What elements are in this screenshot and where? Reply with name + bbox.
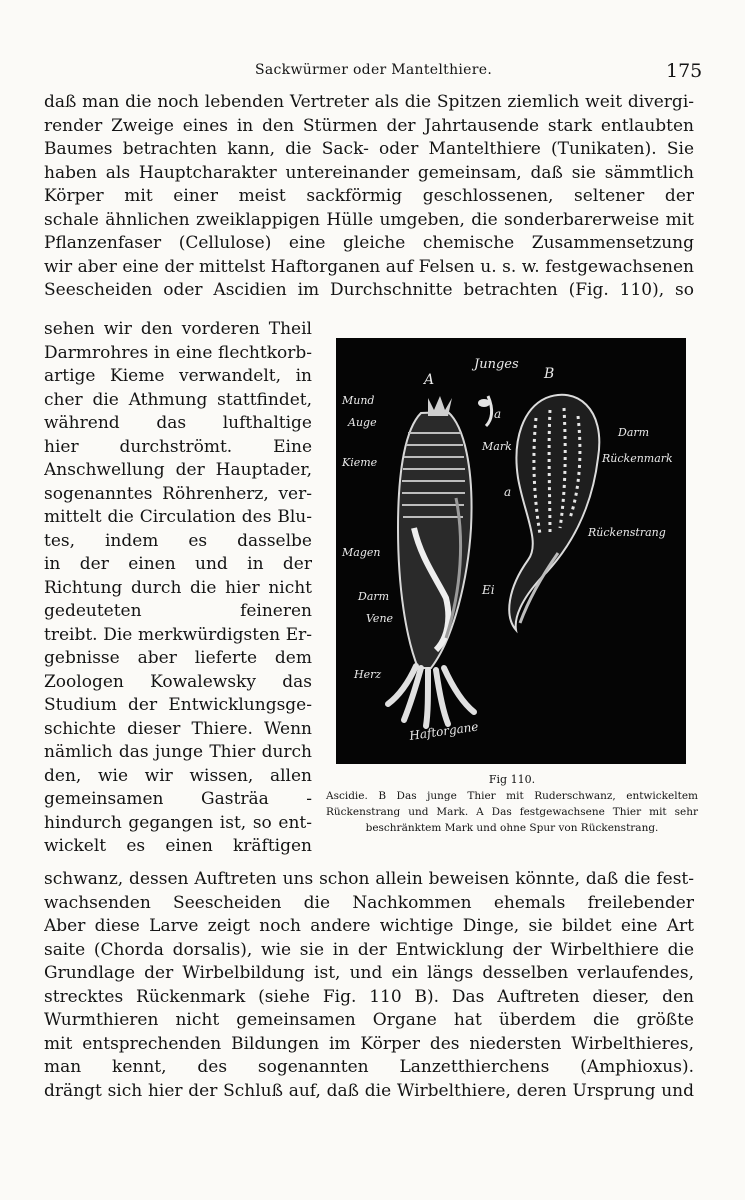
larva-b-drawing <box>509 395 599 630</box>
label-herz: Herz <box>354 668 382 681</box>
text-line: mit entsprechenden Bildungen im Körper des niedersten Wirbelthieres, <box>44 1033 694 1054</box>
text-line: drängt sich hier der Schluß auf, daß die Wirbelthiere, deren Ursprung und <box>44 1080 694 1101</box>
text-line: den, wie wir wissen, allen <box>44 765 312 786</box>
text-line: sehen wir den vorderen Theil <box>44 319 312 339</box>
text-line: wachsenden Seescheiden die Nachkommen ehemals freilebender <box>44 892 694 913</box>
text-line: nämlich das junge Thier durch <box>44 742 312 762</box>
label-darm-b: Darm <box>618 426 650 439</box>
text-line: hindurch gegangen ist, so ent- <box>44 812 312 833</box>
paragraph-beside-figure <box>44 318 312 859</box>
text-line: Pflanzenfaser (Cellulose) eine gleiche chemische Zusammensetzung <box>44 233 694 253</box>
text-line: saite (Chorda dorsalis), wie sie in der Entwicklung der Wirbelthiere die <box>44 939 694 960</box>
text-line: gebnisse aber lieferte dem <box>44 648 312 668</box>
text-line: wir aber eine der mittelst Haftorganen auf Felsen u. s. w. festgewachsenen <box>44 256 694 277</box>
text-line: während das lufthaltige <box>44 413 312 433</box>
text-line: mittelt die Circulation des Blu- <box>44 507 312 527</box>
text-line: Darmrohres in eine flechtkorb- <box>44 342 312 363</box>
text-line: gedeuteten feineren <box>44 601 312 621</box>
text-line: Zoologen Kowalewsky das <box>44 671 312 692</box>
label-a-small-2: a <box>504 485 512 499</box>
text-line: Wurmthieren nicht gemeinsamen Organe hat überdem die größte <box>44 1010 694 1030</box>
text-line: man kennt, des sogenannten Lanzetthierchens (Amphioxus). <box>44 1057 694 1077</box>
text-line: cher die Athmung stattfindet, <box>44 389 312 410</box>
text-line: Seescheiden oder Ascidien im Durchschnitte betrachten (Fig. 110), so <box>44 280 694 300</box>
label-mund: Mund <box>342 394 375 407</box>
paragraph-top <box>44 91 694 303</box>
label-auge: Auge <box>348 416 377 429</box>
text-line: schwanz, dessen Auftreten uns schon allein beweisen könnte, daß die fest- <box>44 869 694 889</box>
text-line: in der einen und in der <box>44 554 312 574</box>
paragraph-bottom <box>44 868 694 1103</box>
text-line: artige Kieme verwandelt, in <box>44 366 312 386</box>
running-head: Sackwürmer oder Mantelthiere. <box>255 62 493 78</box>
label-haftorgane: Haftorgane <box>408 719 480 743</box>
text-line: render Zweige eines in den Stürmen der Jahrtausende stark entlaubten <box>44 115 694 136</box>
text-line: treibt. Die merkwürdigsten Er- <box>44 624 312 645</box>
text-line: Studium der Entwicklungsge- <box>44 695 312 715</box>
page-number: 175 <box>666 60 703 82</box>
label-rueckenstrang: Rückenstrang <box>588 526 666 539</box>
label-rueckenmark: Rückenmark <box>602 452 673 465</box>
caption-number: Fig 110. <box>488 773 536 786</box>
label-junges: Junges <box>474 357 519 372</box>
label-ei: Ei <box>482 583 495 597</box>
ascidian-a-drawing <box>388 396 492 726</box>
text-line: Aber diese Larve zeigt noch andere wichtige Dinge, sie bildet eine Art <box>44 916 694 936</box>
label-magen: Magen <box>342 546 381 559</box>
text-line: Grundlage der Wirbelbildung ist, und ein längs desselben verlaufendes, <box>44 963 694 983</box>
figure-110-illustration <box>336 338 686 764</box>
label-darm-a: Darm <box>358 590 390 603</box>
label-a: A <box>424 372 435 388</box>
text-line: tes, indem es dasselbe <box>44 530 312 551</box>
text-line: Richtung durch die hier nicht <box>44 577 312 598</box>
text-line: strecktes Rückenmark (siehe Fig. 110 B). Das Auftreten dieser, den <box>44 986 694 1007</box>
text-line: hier durchströmt. Eine <box>44 436 312 457</box>
text-line: Körper mit einer meist sackförmig geschlossenen, seltener der <box>44 186 694 206</box>
text-line: schichte dieser Thiere. Wenn <box>44 718 312 739</box>
label-b: B <box>544 366 555 382</box>
label-a-small-1: a <box>494 407 502 421</box>
caption-text: Ascidie. B Das junge Thier mit Ruderschwanz, entwickeltem Rückenstrang und Mark. A Das festgewachsene Thier mit sehr beschränktem Mark und ohne Spur von Rückenstrang. <box>326 790 698 834</box>
text-line: sogenanntes Röhrenherz, ver- <box>44 483 312 504</box>
label-mark: Mark <box>482 440 512 453</box>
text-line: daß man die noch lebenden Vertreter als die Spitzen ziemlich weit divergi- <box>44 92 694 112</box>
text-line: schale ähnlichen zweiklappigen Hülle umgeben, die sonderbarerweise mit <box>44 209 694 230</box>
label-kieme: Kieme <box>342 456 378 469</box>
text-line: haben als Hauptcharakter untereinander gemeinsam, daß sie sämmtlich <box>44 162 694 183</box>
figure-caption <box>326 772 698 836</box>
text-line: Baumes betrachten kann, die Sack- oder Mantelthiere (Tunikaten). Sie <box>44 139 694 159</box>
text-line: gemeinsamen Gasträa - <box>44 789 312 809</box>
text-line: Anschwellung der Hauptader, <box>44 460 312 480</box>
label-vene: Vene <box>366 612 394 625</box>
text-line: wickelt es einen kräftigen <box>44 836 312 856</box>
